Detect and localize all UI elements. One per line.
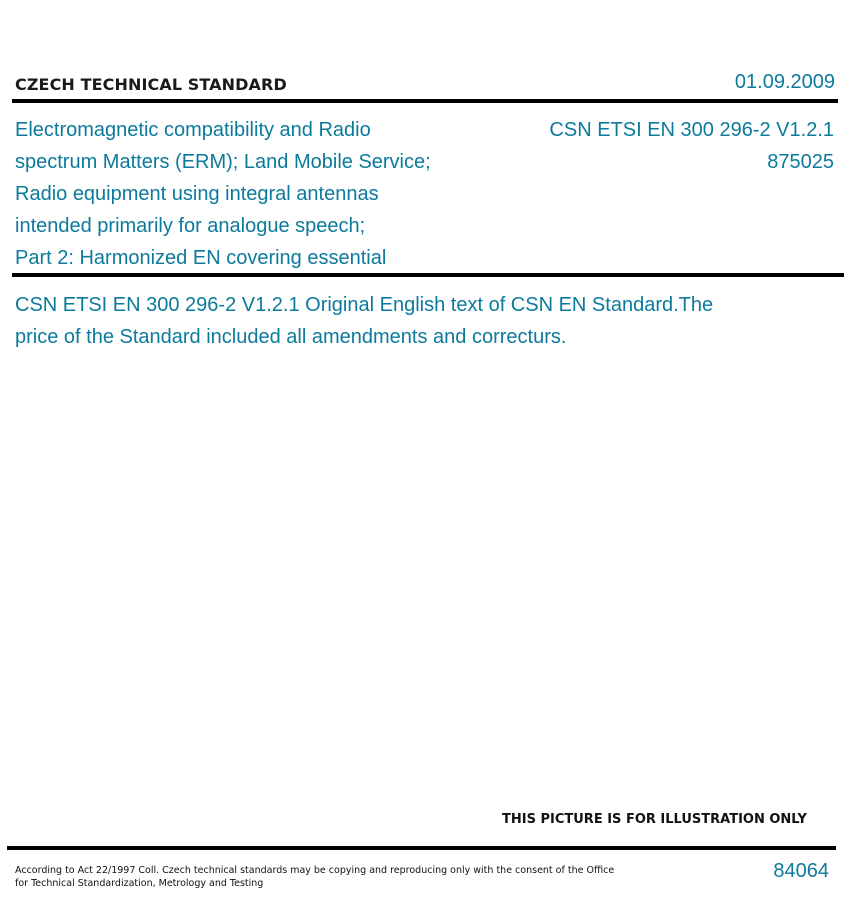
description-line: CSN ETSI EN 300 296-2 V1.2.1 Original English text of CSN EN Standard.The <box>15 294 714 316</box>
title-divider <box>12 273 844 277</box>
title-line: Part 2: Harmonized EN covering essential <box>15 247 387 269</box>
document-type-heading: CZECH TECHNICAL STANDARD <box>15 75 287 94</box>
page-number: 84064 <box>773 860 829 882</box>
legal-notice <box>15 864 614 890</box>
footer-divider <box>7 846 836 850</box>
title-line: Electromagnetic compatibility and Radio <box>15 119 371 141</box>
title-line: intended primarily for analogue speech; <box>15 215 366 237</box>
legal-line: for Technical Standardization, Metrology and Testing <box>15 878 264 889</box>
publication-date: 01.09.2009 <box>734 71 835 93</box>
title-line: spectrum Matters (ERM); Land Mobile Service; <box>15 151 431 173</box>
standard-identifier <box>549 114 834 178</box>
description-line: price of the Standard included all amendments and correcturs. <box>15 326 567 348</box>
title-line: Radio equipment using integral antennas <box>15 183 379 205</box>
legal-line: According to Act 22/1997 Coll. Czech technical standards may be copying and reproducing only with the consent of the Office <box>15 865 615 876</box>
standard-description <box>15 289 815 353</box>
catalog-number: 875025 <box>767 151 834 173</box>
illustration-notice: THIS PICTURE IS FOR ILLUSTRATION ONLY <box>502 812 807 827</box>
header-divider <box>12 99 838 103</box>
standard-title <box>15 114 485 274</box>
standard-code: CSN ETSI EN 300 296-2 V1.2.1 <box>549 119 834 141</box>
